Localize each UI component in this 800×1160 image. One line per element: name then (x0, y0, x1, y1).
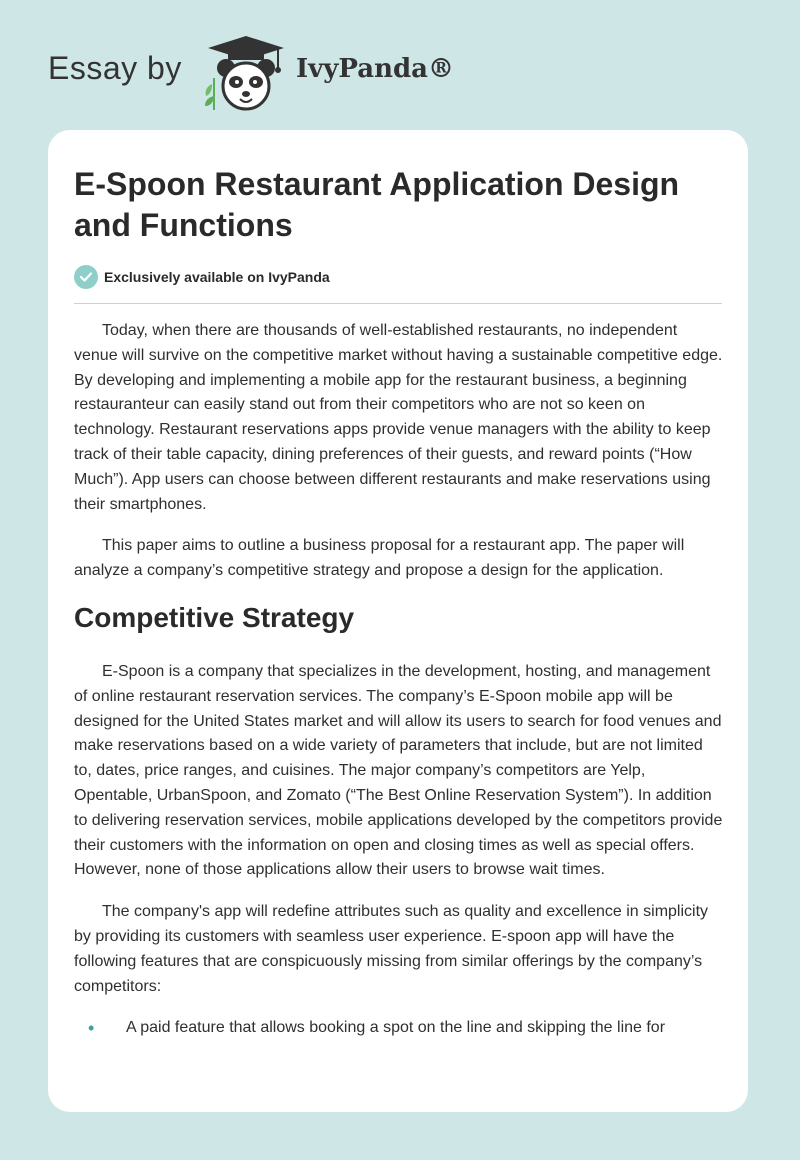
badge-text: Exclusively available on IvyPanda (104, 269, 330, 285)
checkmark-icon (74, 265, 98, 289)
intro-paragraph: Today, when there are thousands of well-established restaurants, no independent venue will survive on the competitive market without having a sustainable competitive edge. By developing and implementing a mobile app for the restaurant business, a beginning restauranteur can easily stand out from their competitors who are not so keen on technology. Restaurant reservations apps provide venue managers with the ability to keep track of their table capacity, dining preferences of their guests, and reward points (“How Much”). App users can choose between different restaurants and make reservations using their smartphones. (74, 322, 723, 513)
article-card (48, 130, 748, 1112)
feature-list (74, 1016, 724, 1041)
exclusive-badge (74, 264, 330, 290)
article-body (74, 319, 724, 1041)
brand-prefix: Essay by (48, 50, 182, 86)
site-header (0, 0, 800, 120)
panda-logo-icon[interactable] (198, 34, 294, 112)
section-heading: Competitive Strategy (74, 601, 355, 633)
bullet-icon: • (88, 1018, 95, 1039)
brand-name[interactable]: IvyPanda® (296, 54, 455, 84)
article-title: E-Spoon Restaurant Application Design and Functions (74, 166, 680, 243)
list-item-text: A paid feature that allows booking a spot on the line and skipping the line for (126, 1019, 666, 1037)
section-paragraph: The company's app will redefine attributes such as quality and excellence in simplicity by providing its customers with seamless user experience. E-spoon app will have the following features that are conspicuously missing from similar offerings by the company’s competitors: (74, 903, 709, 995)
divider (74, 303, 722, 304)
intro-paragraph: This paper aims to outline a business proposal for a restaurant app. The paper will analyze a company’s competitive strategy and propose a design for the application. (74, 537, 685, 580)
section-paragraph: E-Spoon is a company that specializes in the development, hosting, and management of online restaurant reservation services. The company’s E-Spoon mobile app will be designed for the United States market and will allow its users to search for food venues and make reservations based on a wide variety of parameters that include, but are not limited to, dates, price ranges, and cuisines. The major company’s competitors are Yelp, Opentable, UrbanSpoon, and Zomato (“The Best Online Reservation System”). In addition to delivering reservation services, mobile applications developed by the competitors provide their customers with the information on open and closing times as well as special offers. However, none of those applications allow their users to browse wait times. (74, 662, 723, 879)
list-item (74, 1016, 724, 1041)
